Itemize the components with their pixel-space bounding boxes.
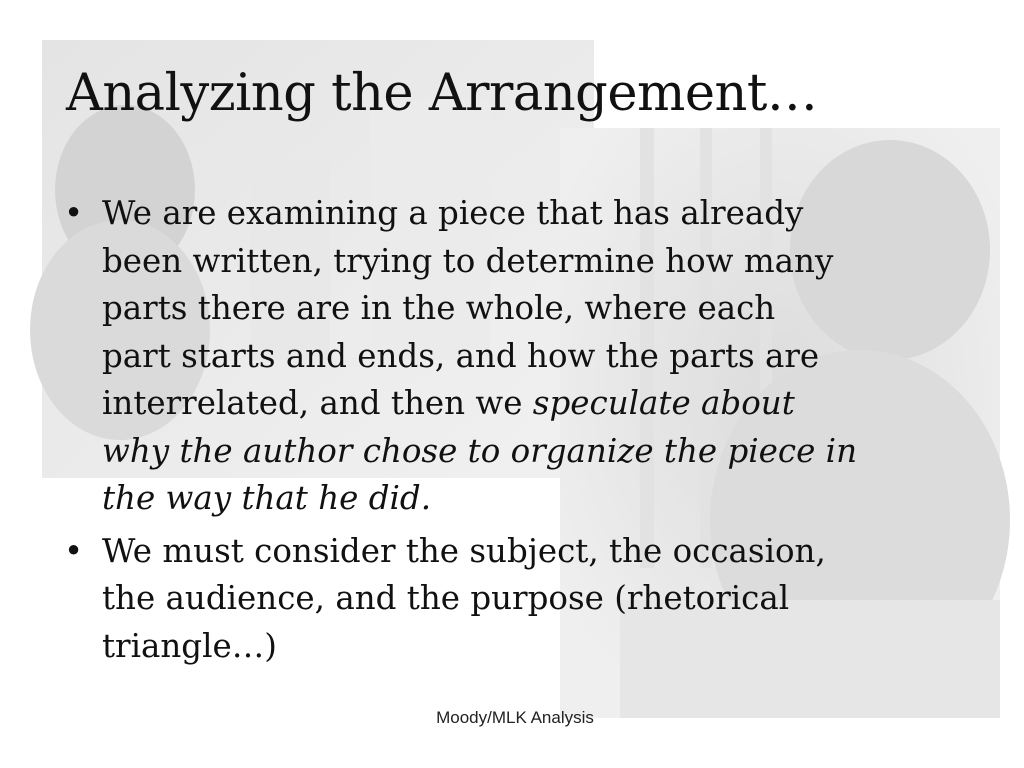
bullet-line	[102, 623, 982, 671]
bullet-line	[102, 475, 982, 523]
bullet-text-italic: the way that he did.	[102, 479, 432, 517]
bullet-text-italic: why the author chose to organize the piece in	[102, 431, 858, 470]
bullet-line	[102, 575, 982, 623]
bullet-text: triangle…)	[102, 626, 277, 665]
bullet-text: the audience, and the purpose (rhetorical	[102, 579, 790, 617]
bullet-dot-icon: •	[64, 194, 84, 232]
slide-title: Analyzing the Arrangement…	[66, 64, 818, 123]
bullet-text: been written, trying to determine how many	[102, 241, 834, 280]
bullet-line	[102, 285, 982, 333]
bullet-item	[62, 528, 982, 671]
bullet-line	[102, 238, 982, 286]
bullet-line	[102, 428, 982, 476]
bullet-line	[102, 380, 982, 428]
bullet-line	[102, 333, 982, 381]
bullet-text: interrelated, and then we	[102, 384, 533, 422]
bullet-text: We are examining a piece that has already	[102, 194, 804, 232]
bullet-text-italic: speculate about	[532, 384, 795, 422]
bullet-item	[62, 190, 982, 523]
bullet-line	[102, 528, 982, 576]
bullet-text: We must consider the subject, the occasion,	[102, 531, 826, 570]
bullet-list	[62, 190, 982, 675]
bullet-text: parts there are in the whole, where each	[102, 289, 776, 327]
bullet-dot-icon: •	[64, 531, 84, 570]
bullet-line	[102, 190, 982, 238]
slide-footer: Moody/MLK Analysis	[436, 708, 594, 727]
bullet-text: part starts and ends, and how the parts are	[102, 336, 820, 375]
